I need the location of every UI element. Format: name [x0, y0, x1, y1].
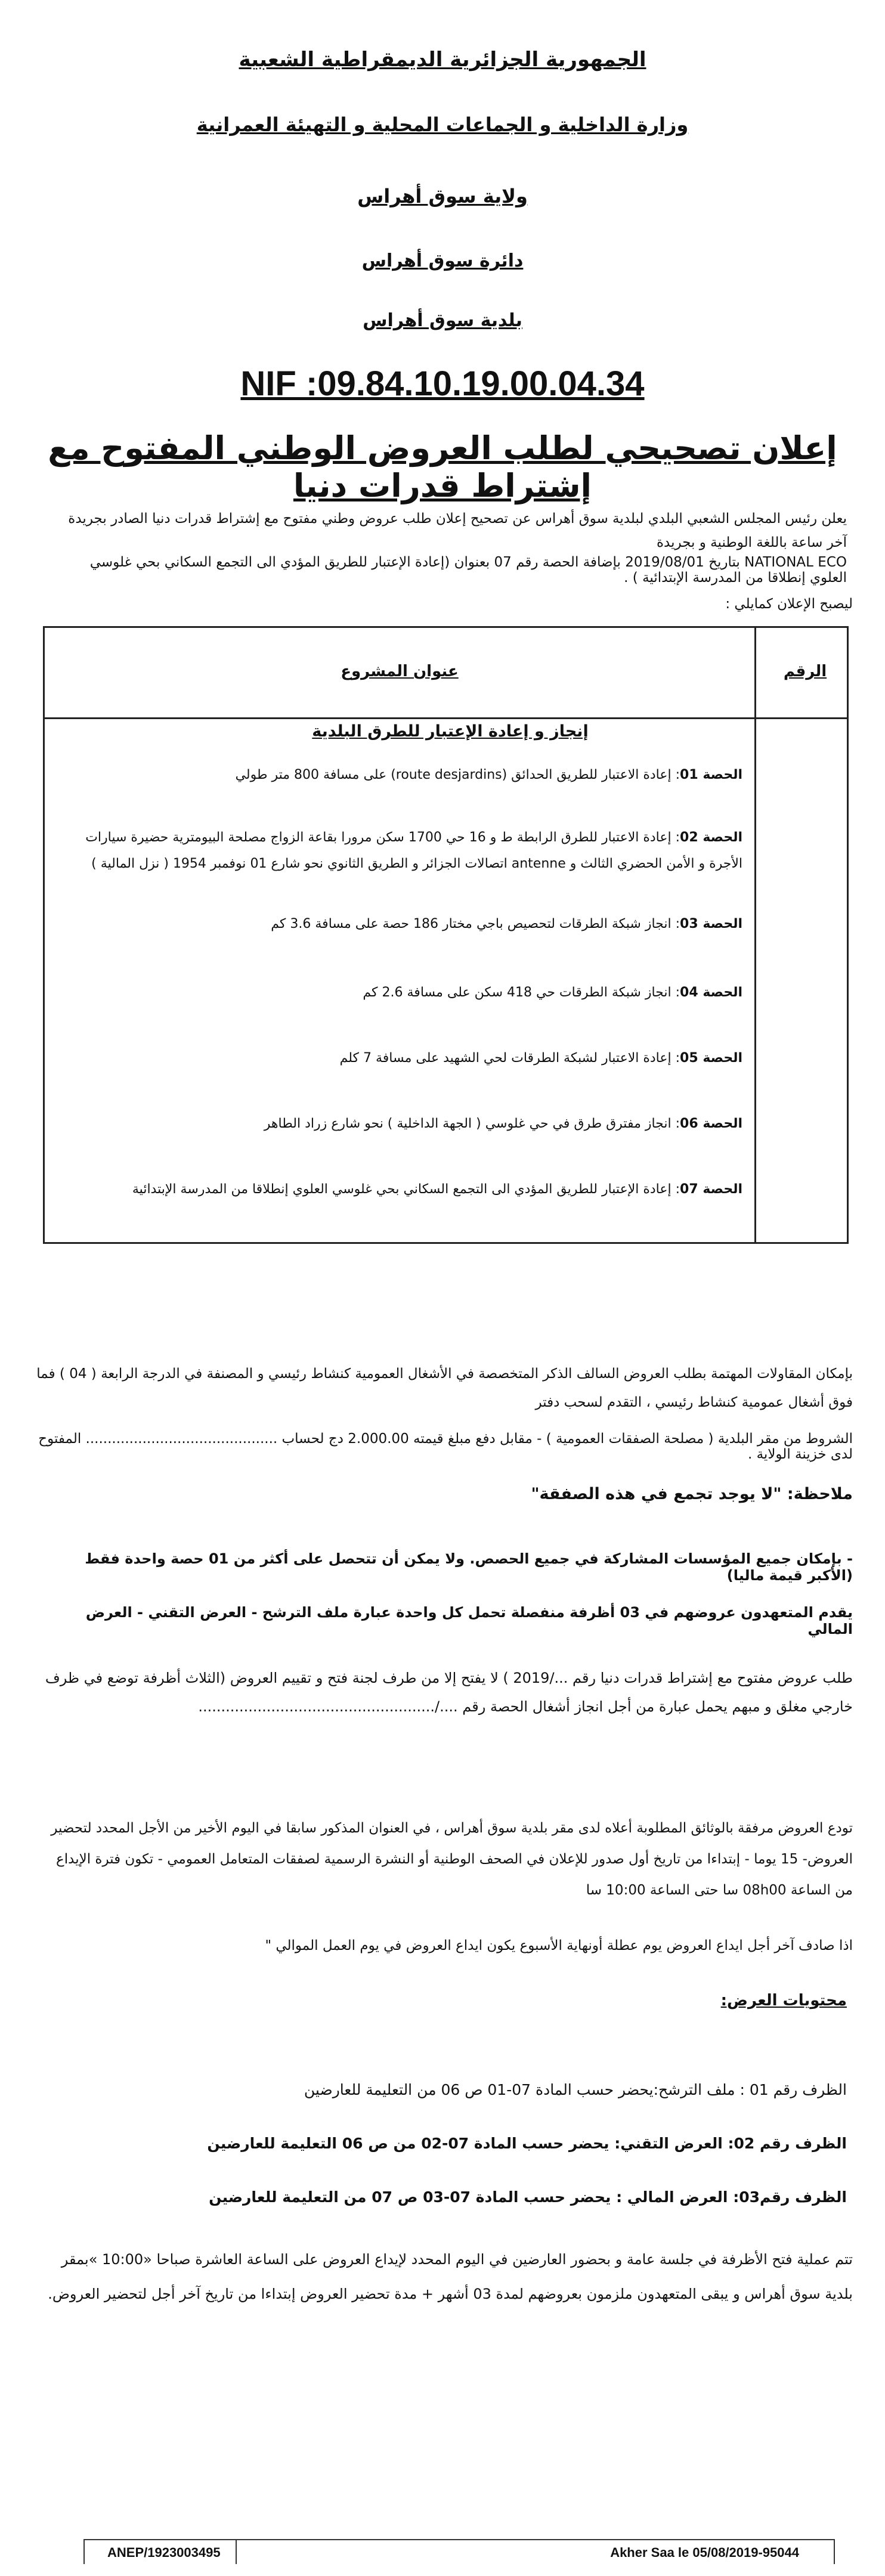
eligibility-text: بإمكان المقاولات المهتمة بطلب العروض السالف الذكر المتخصصة في الأشغال العمومية كنشاط رئيسي و المصنفة في الدرجة الرابعة ( 04 ) فما فوق أشغال عمومية كنشاط رئيسي ، التقدم لسحب دفتر — [36, 1366, 853, 1410]
lot-text: : إعادة الاعتبار للطرق الرابطة ط و 16 حي 1700 سكن مرورا بقاعة الزواج مصلحة البيومترية حضيرة سيارات الأجرة و الأمن الحضري الثالث و antenne اتصالات الجزائر و الطريق الثانوي نحو شارع 01 نوفمبر 1954 ( نزل المالية ) — [85, 830, 742, 871]
lot-item — [57, 980, 742, 1006]
intro-line-2: NATIONAL ECO بتاريخ 2019/08/01 بإضافة الحصة رقم 07 بعنوان (إعادة الإعتبار للطريق المؤدي الى التجمع السكاني بحي غلوسي العلوي إنطلاقا من المدرسة الإبتدائية ) . — [89, 555, 847, 586]
remark-text: ملاحظة: "لا يوجد تجمع في هذه الصفقة" — [531, 1485, 853, 1503]
lot-text: : إعادة الاعتبار للطريق الحدائق (route desjardins) على مسافة 800 متر طولي — [235, 767, 680, 782]
footer-bar — [83, 2539, 835, 2564]
lot-text: : إعادة الإعتبار للطريق المؤدي الى التجمع السكاني بحي غلوسي العلوي إنطلاقا من المدرسة الإبتدائية — [132, 1182, 680, 1197]
footer-divider — [236, 2540, 237, 2564]
lot-text: : انجاز شبكة الطرقات حي 418 سكن على مسافة 2.6 كم — [363, 985, 680, 1000]
lot-text: : إعادة الاعتبار لشبكة الطرقات لحي الشهيد على مسافة 7 كلم — [339, 1051, 680, 1066]
anep-reference: ANEP/1923003495 — [107, 2545, 221, 2560]
notice-title: إعلان تصحيحي لطلب العروض الوطني المفتوح مع إشتراط قدرات دنيا — [48, 429, 837, 504]
opening-text: تتم عملية فتح الأظرفة في جلسة عامة و بحضور العارضين في اليوم المحدد لإيداع العروض على الساعة العاشرة صباحا «10:00 »بمقر بلدية سوق أهراس و يبقى المتعهدون ملزمون بعروضهم لمدة 03 أشهر + مدة تحضير العروض إبتداءا من تاريخ آخر أجل لتحضير العروض. — [48, 2251, 853, 2302]
envelope-3-text: الظرف رقم03: العرض المالي : يحضر حسب المادة 07-03 ص 07 من التعليمة للعارضين — [209, 2188, 847, 2206]
table-column-divider — [754, 628, 756, 1242]
holiday-text: اذا صادف آخر أجل ايداع العروض يوم عطلة أونهاية الأسبوع يكون ايداع العروض في يوم العمل الموالي " — [265, 1938, 853, 1953]
contents-heading: محتويات العرض: — [720, 1992, 847, 2010]
lot-label: الحصة 07 — [680, 1182, 742, 1197]
lot-item — [57, 762, 742, 788]
lot-item — [57, 1176, 742, 1203]
conditions-text: الشروط من مقر البلدية ( مصلحة الصفقات العمومية ) - مقابل دفع مبلغ قيمته 2.000.00 دج لحساب ............................................ المفتوح لدى خزينة الولاية . — [38, 1431, 853, 1462]
lot-label: الحصة 01 — [680, 767, 742, 782]
lot-text: : انجاز مفترق طرق في حي غلوسي ( الجهة الداخلية ) نحو شارع زراد الطاهر — [264, 1116, 680, 1131]
nif-number: NIF :09.84.10.19.00.04.34 — [240, 364, 645, 403]
lot-label: الحصة 05 — [680, 1051, 742, 1066]
lot-item — [57, 825, 742, 877]
envelope-2-text: الظرف رقم 02: العرض التقني: يحضر حسب المادة 07-02 من ص 06 التعليمة للعارضين — [207, 2135, 847, 2152]
table-header-divider — [45, 717, 847, 719]
wilaya-heading: ولاية سوق أهراس — [357, 185, 528, 208]
lot-item — [57, 1045, 742, 1072]
lot-label: الحصة 03 — [680, 917, 742, 931]
commune-heading: بلدية سوق أهراس — [363, 310, 522, 331]
deposit-text: تودع العروض مرفقة بالوثائق المطلوبة أعلاه لدى مقر بلدية سوق أهراس ، في العنوان المذكور سابقا في اليوم الأخير من الأجل المحدد لتحضير العروض- 15 يوما - إبتداءا من تاريخ أول صدور للإعلان في الصحف الوطنية أو النشرة الرسمية لصفقات المتعامل العمومي - تكون فترة الإيداع من الساعة 08h00 سا حتى الساعة 10:00 سا — [51, 1820, 853, 1898]
footer-divider — [83, 2540, 85, 2564]
lot-item — [57, 1111, 742, 1137]
column-header-number: الرقم — [783, 662, 827, 680]
envelopes-text: يقدم المتعهدون عروضهم في 03 أظرفة منفصلة تحمل كل واحدة عبارة ملف الترشح - العرض التقني - العرض المالي — [85, 1604, 853, 1637]
intro-line-3: ليصبح الإعلان كمايلي : — [725, 596, 853, 612]
lot-item — [57, 911, 742, 937]
lot-label: الحصة 06 — [680, 1116, 742, 1131]
all-lots-text: - بإمكان جميع المؤسسات المشاركة في جميع الحصص. ولا يمكن أن تتحصل على أكثر من 01 حصة واحدة فقط (الأكبر قيمة ماليا) — [85, 1550, 853, 1584]
daira-heading: دائرة سوق أهراس — [361, 250, 524, 271]
envelope-1-text: الظرف رقم 01 : ملف الترشح:يحضر حسب المادة 07-01 ص 06 من التعليمة للعارضين — [304, 2081, 847, 2098]
intro-line-1: يعلن رئيس المجلس الشعبي البلدي لبلدية سوق أهراس عن تصحيح إعلان طلب عروض وطني مفتوح مع إشتراط قدرات دنيا الصادر بجريدة آخر ساعة باللغة الوطنية و بجريدة — [68, 511, 847, 550]
lot-label: الحصة 04 — [680, 985, 742, 1000]
projects-table — [43, 626, 849, 1244]
republic-heading: الجمهورية الجزائرية الديمقراطية الشعبية — [239, 48, 646, 72]
footer-divider — [834, 2540, 835, 2564]
column-header-project: عنوان المشروع — [341, 662, 459, 680]
lot-label: الحصة 02 — [680, 830, 742, 845]
project-title: إنجاز و إعادة الإعتبار للطرق البلدية — [312, 722, 589, 741]
ministry-heading: وزارة الداخلية و الجماعات المحلية و التهيئة العمرانية — [196, 113, 689, 136]
lot-text: : انجاز شبكة الطرقات لتحصيص باجي مختار 186 حصة على مسافة 3.6 كم — [271, 917, 680, 931]
offer-text: طلب عروض مفتوح مع إشتراط قدرات دنيا رقم .../2019 ) لا يفتح إلا من طرف لجنة فتح و تقييم العروض (الثلاث أظرفة توضع في ظرف خارجي مغلق و مبهم يحمل عبارة من أجل انجاز أشغال الحصة رقم ..../.................................................... — [45, 1670, 853, 1715]
newspaper-reference: Akher Saa le 05/08/2019-95044 — [610, 2545, 799, 2560]
